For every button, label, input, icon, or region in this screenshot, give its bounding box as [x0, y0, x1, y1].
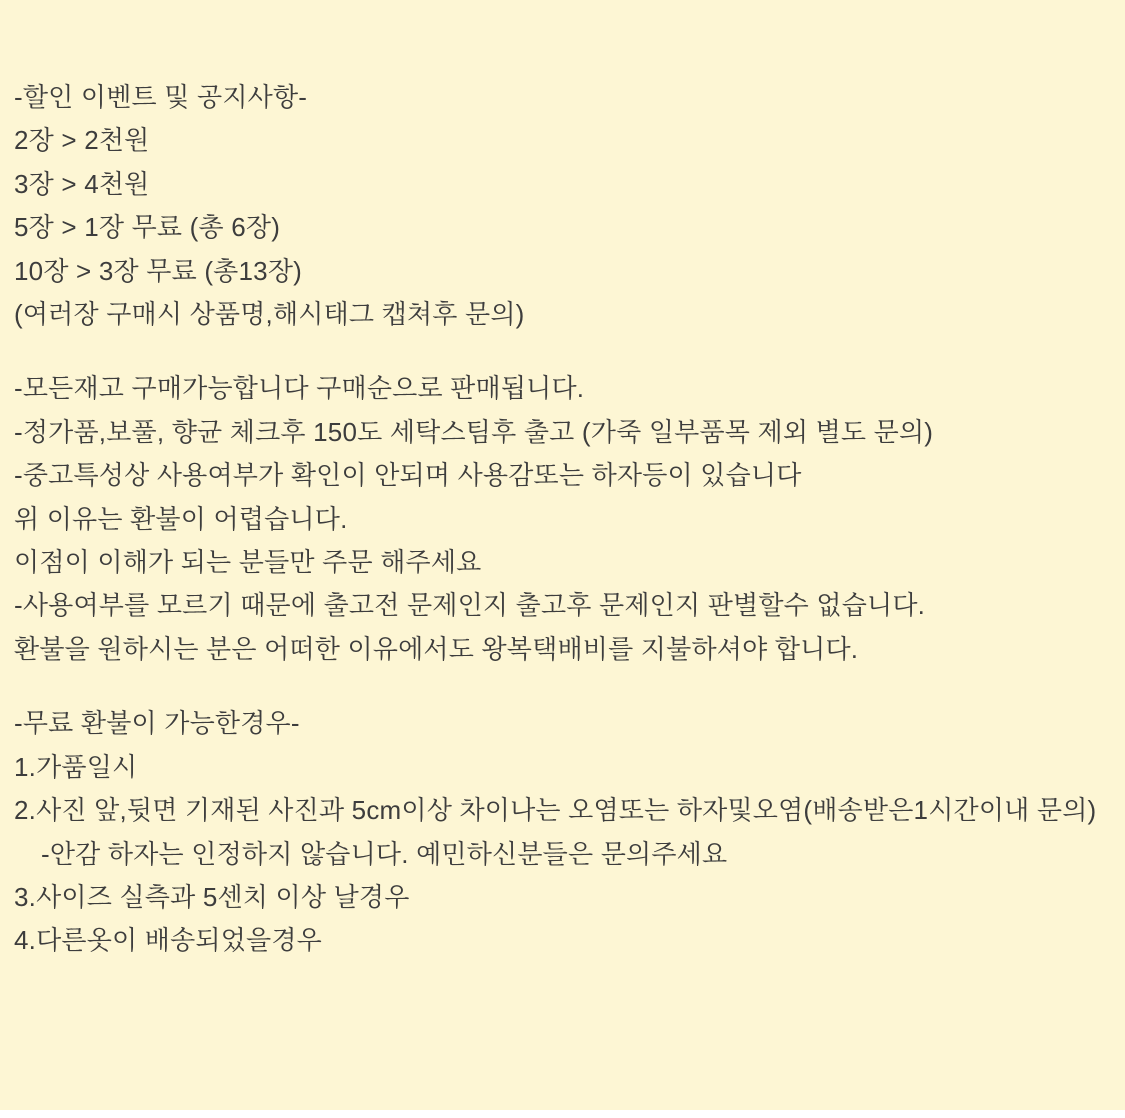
policy-line: -중고특성상 사용여부가 확인이 안되며 사용감또는 하자등이 있습니다 — [14, 460, 802, 491]
discount-section-header: -할인 이벤트 및 공지사항- — [14, 82, 308, 112]
blank-line — [14, 671, 1111, 702]
policy-line: 위 이유는 환불이 어렵습니다. — [14, 503, 348, 534]
footer-strip — [0, 1110, 1125, 1118]
discount-line: 10장 > 3장 무료 (총13장) — [14, 255, 302, 286]
policy-line: 환불을 원하시는 분은 어떠한 이유에서도 왕복택배비를 지불하셔야 합니다. — [14, 633, 859, 664]
discount-line: 2장 > 2천원 — [14, 125, 150, 156]
policy-line: -모든재고 구매가능합니다 구매순으로 판매됩니다. — [14, 373, 585, 404]
free-refund-line: 2.사진 앞,뒷면 기재된 사진과 5cm이상 차이나는 오염또는 하자및오염(배송받은1시간이내 문의) — [14, 795, 1097, 826]
free-refund-section-header: -무료 환불이 가능한경우- — [14, 708, 300, 739]
free-refund-subline: -안감 하자는 인정하지 않습니다. 예민하신분들은 문의주세요 — [41, 838, 728, 869]
policy-line: 이점이 이해가 되는 분들만 주문 해주세요 — [14, 547, 482, 578]
discount-line: 5장 > 1장 무료 (총 6장) — [14, 212, 281, 243]
policy-line: -정가품,보풀, 향균 체크후 150도 세탁스팀후 출고 (가죽 일부품목 제외 별도 문의) — [14, 416, 934, 447]
free-refund-line: 1.가품일시 — [14, 751, 138, 782]
free-refund-line: 4.다른옷이 배송되었을경우 — [14, 925, 322, 956]
free-refund-line: 3.사이즈 실측과 5센치 이상 날경우 — [14, 881, 410, 912]
blank-line — [14, 336, 1111, 367]
discount-line: (여러장 구매시 상품명,해시태그 캡쳐후 문의) — [14, 299, 525, 330]
discount-line: 3장 > 4천원 — [14, 168, 150, 199]
policy-line: -사용여부를 모르기 때문에 출고전 문제인지 출고후 문제인지 판별할수 없습니다. — [14, 590, 926, 621]
